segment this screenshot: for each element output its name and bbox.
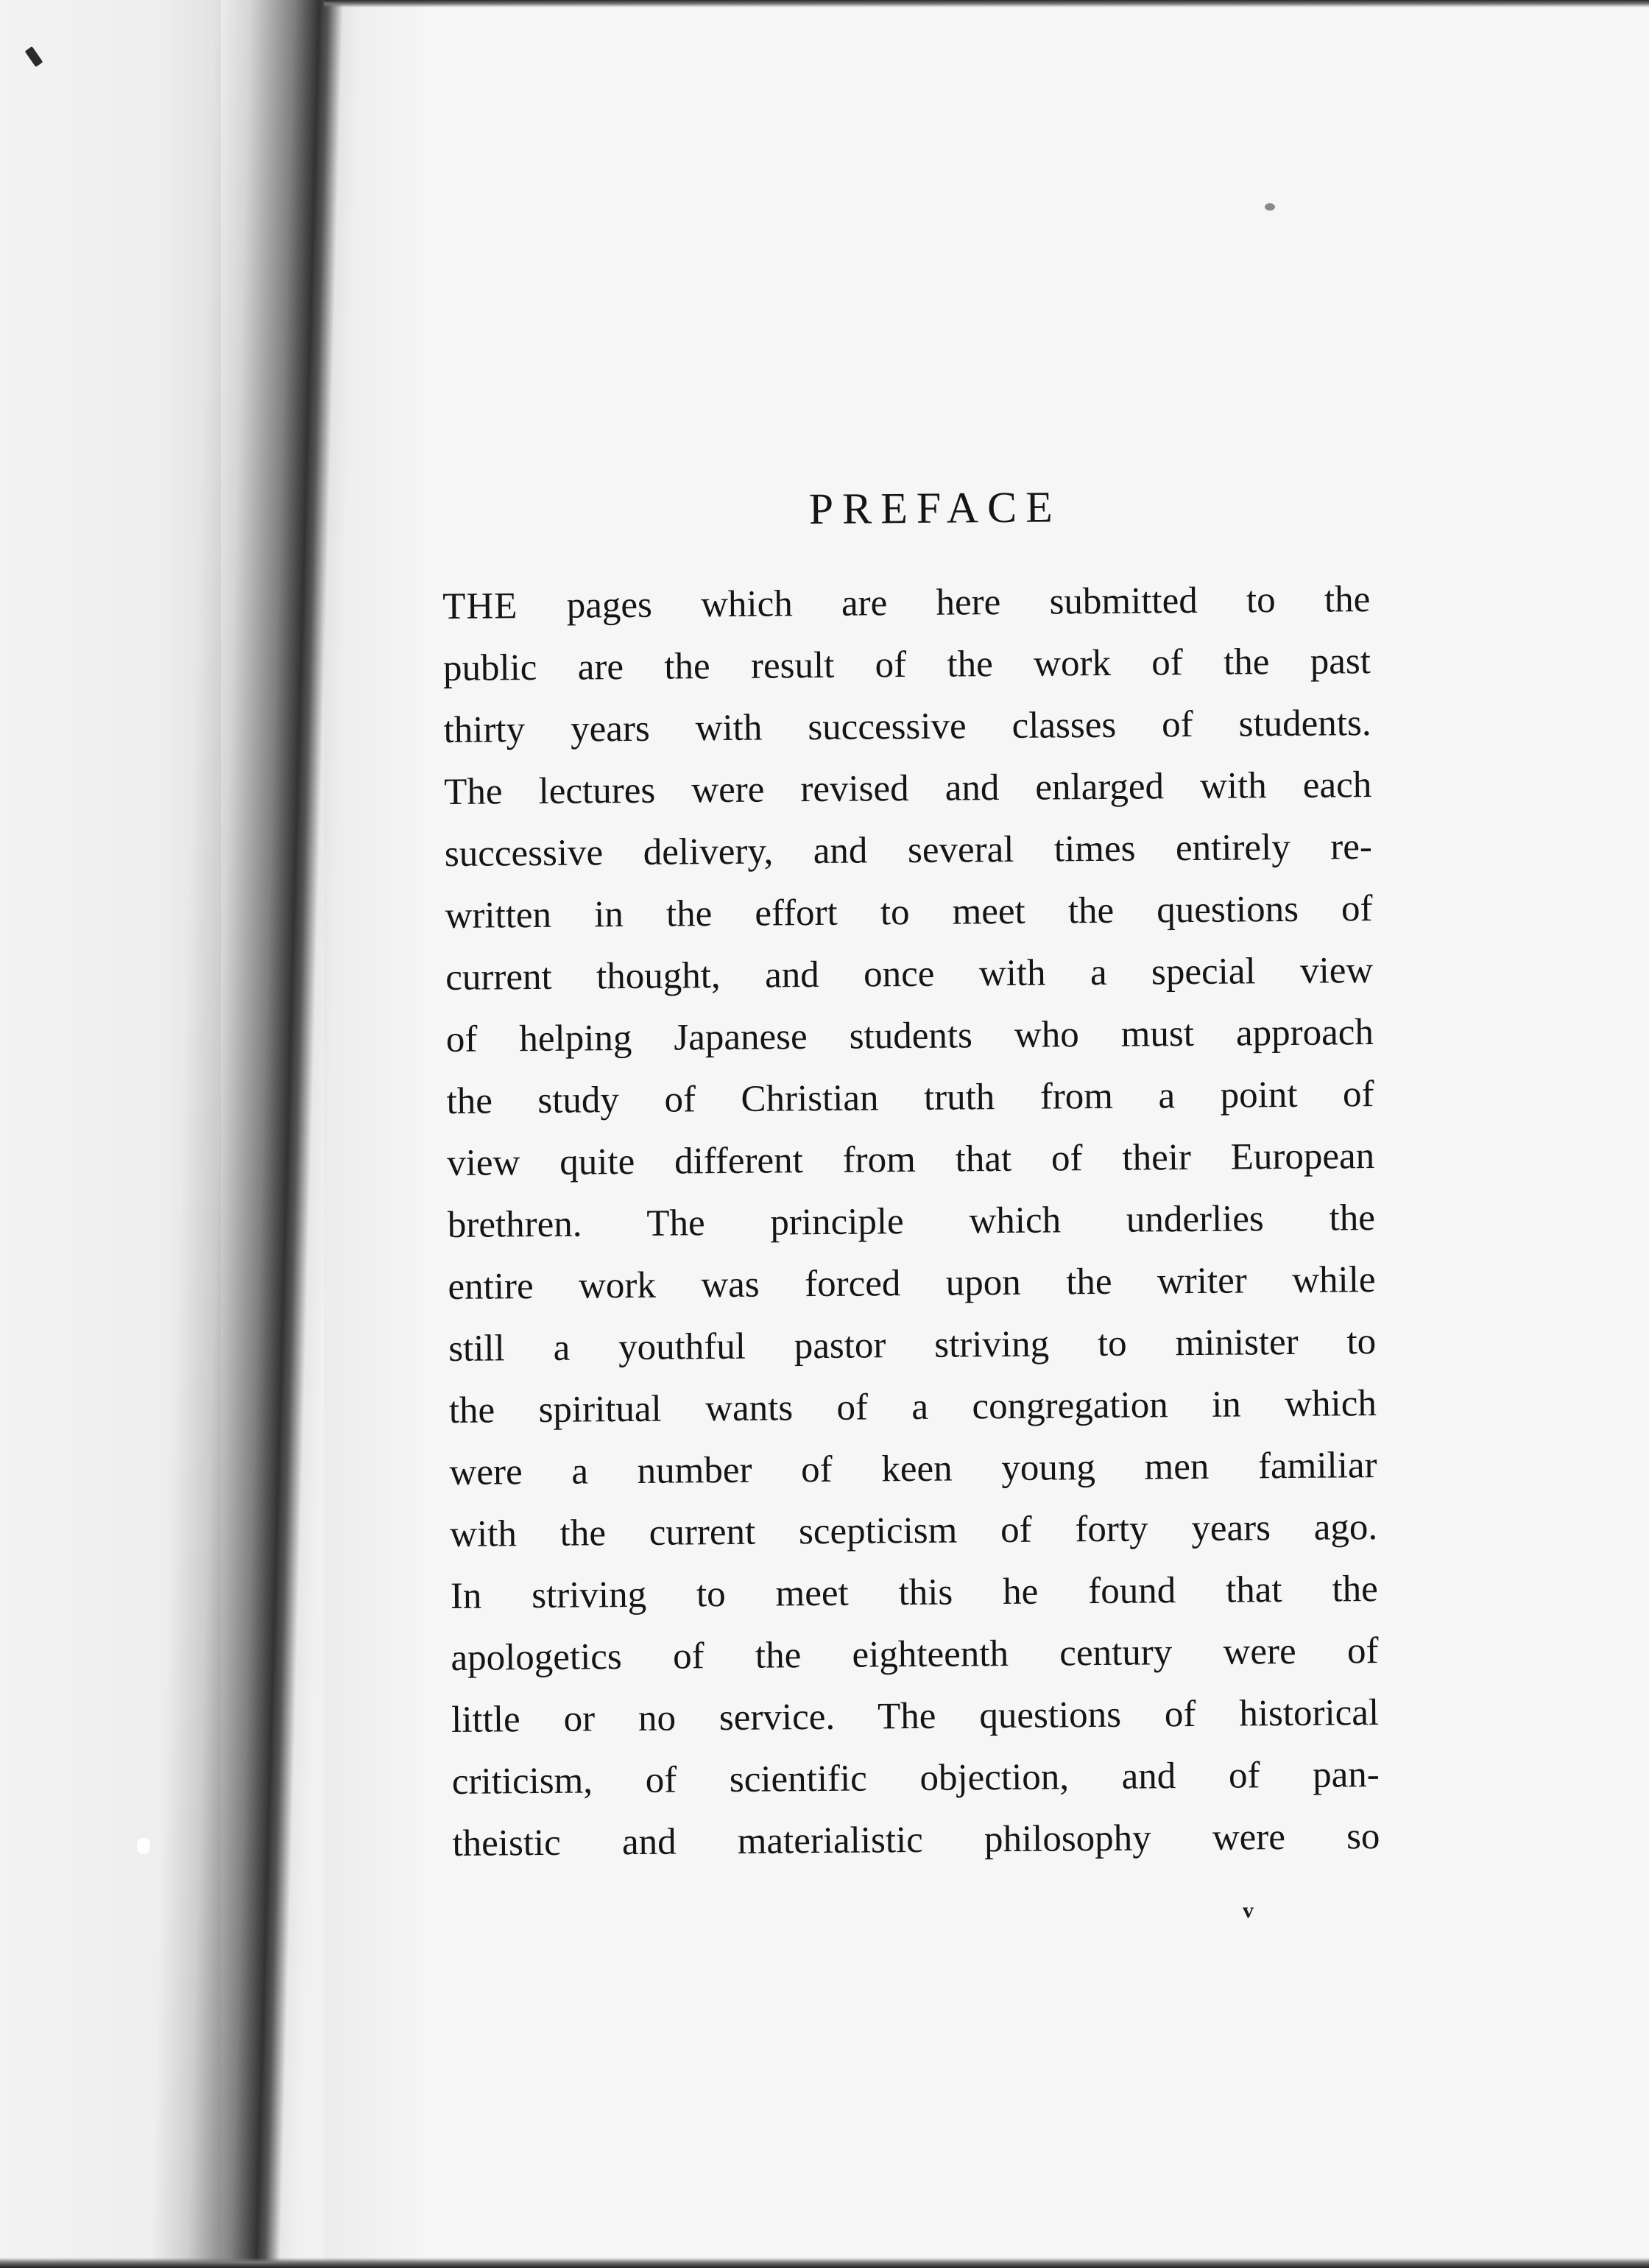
text-line: public are the result of the work of the past (442, 641, 1371, 689)
opening-word: THE (442, 585, 518, 627)
paper-blemish (137, 1838, 150, 1854)
text-line: apologetics of the eighteenth century were of (451, 1630, 1379, 1679)
text-line: little or no service. The questions of historical (451, 1692, 1380, 1741)
text-line: current thought, and once with a special view (445, 950, 1374, 999)
text-line: The lectures were revised and enlarged with each (444, 764, 1372, 813)
text-line: still a youthful pastor striving to minister to (448, 1321, 1377, 1370)
text-line: view quite different from that of their European (447, 1135, 1375, 1184)
text-line: criticism, of scientific objection, and of pan- (451, 1754, 1380, 1803)
text-line: brethren. The principle which underlies the (447, 1197, 1376, 1246)
text-line: entire work was forced upon the writer while (448, 1259, 1376, 1308)
page-top-edge (324, 0, 1649, 7)
page-bottom-edge (0, 2258, 1649, 2268)
text-line: theistic and materialistic philosophy were so (452, 1816, 1380, 1864)
page-number: v (1243, 1898, 1254, 1923)
text-line (442, 568, 1371, 638)
text-line: with the current scepticism of forty years ago. (449, 1507, 1378, 1555)
page-title: PREFACE (808, 482, 1062, 534)
text-line: of helping Japanese students who must approach (445, 1012, 1374, 1060)
text-line-rest: pages which are here submitted to the (566, 579, 1371, 627)
text-line: the spiritual wants of a congregation in which (448, 1383, 1377, 1431)
ink-speck (1265, 203, 1275, 211)
text-line: were a number of keen young men familiar (449, 1445, 1377, 1493)
text-line: written in the effort to meet the questions of (445, 888, 1373, 937)
preface-text-block (442, 479, 1410, 1875)
text-line: successive delivery, and several times entirely re- (444, 826, 1373, 875)
text-line: thirty years with successive classes of students. (443, 702, 1371, 751)
text-line: In striving to meet this he found that the (450, 1568, 1379, 1617)
text-line: the study of Christian truth from a point of (446, 1074, 1374, 1122)
